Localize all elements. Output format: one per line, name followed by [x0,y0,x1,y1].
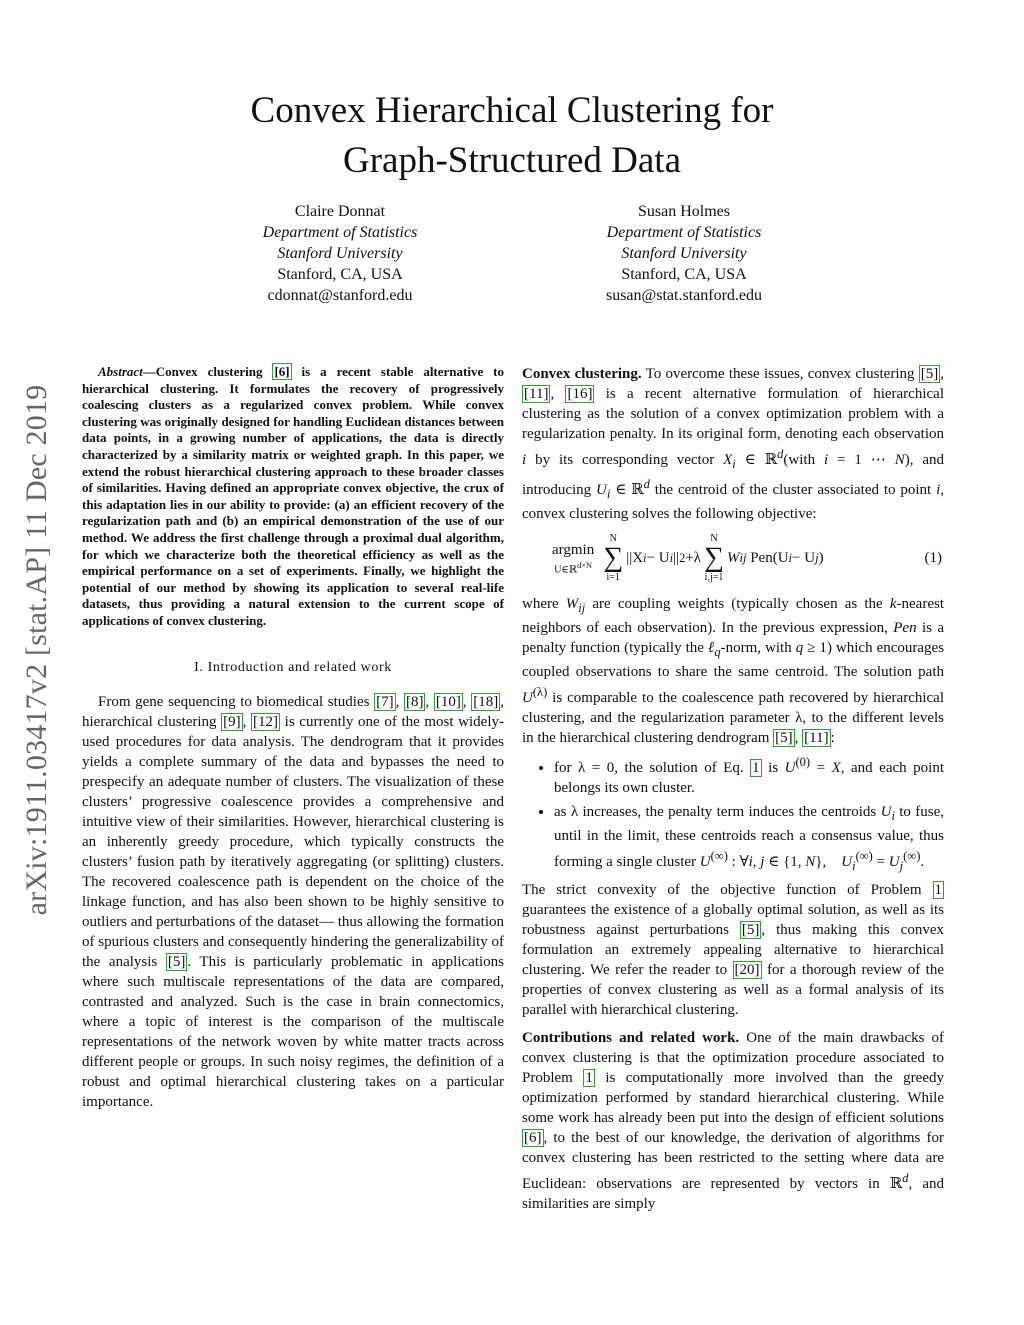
convexity-paragraph: The strict convexity of the objective function of Problem 1 guarantees the existence of a globally optimal solution, as well as its robustness against perturbations [5] , thus making this convex formulation an extremely appealing alternative to hierarchical clustering. We refer the reader to [20] for a thorough review of the properties of convex clustering as well as a formal analysis of its parallel with hierarchical clustering. [522,882,944,1018]
citation-link[interactable]: [20] [734,962,760,978]
abstract: Abstract—Convex clustering [6] is a recent stable alternative to hierarchical clustering. It formulates the recovery of progressively coalescing clusters as a regularized convex problem. While convex clustering was originally designed for handling Euclidean distances between data points, in a growing number of applications, the data is directly characterized by a similarity matrix or weighted graph. In this paper, we extend the robust hierarchical clustering approach to these broader classes of similarities. Having defined an appropriate convex objective, the crux of this adaptation lies in our ability to provide: (a) an efficient recovery of the regularization path and (b) an empirical demonstration of the use of our method. We address the first challenge through a proximal dual algorithm, for which we characterize both the theoretical efficiency as well as the empirical performance on a set of experiments. Finally, we highlight the potential of our method by showing its application to several real-life datasets, thus providing a natural extension to the current scope of applications of convex clustering. [82,364,505,628]
contributions-paragraph: Contributions and related work. One of the main drawbacks of convex clustering is that the optimization procedure associated to Problem 1 is computationally more involved than the greedy optimization performed by standard hierarchical clustering. While some work has already been put into the design of efficient solutions [6] , to the best of our knowledge, the derivation of algorithms for convex clustering has been restricted to the setting where data are Euclidean: observations are represented by vectors in ℝ$^d$, and similarities are simply [522,1030,944,1212]
author-dept: Department of Statistics [262,224,418,241]
weights-paragraph: where $W_{ij}$ are coupling weights (typically chosen as the k-nearest neighbors of each observation). In the previous expression, Pen is a penalty function (typically the ℓ$_q$-norm, with q ≥ 1) which encourages coupled observations to share the same centroid. The solution path $U^{(\lambda)}$ is comparable to the coalescence path recovered by hierarchical clustering, and the regularization parameter λ, to the different levels in the hierarchical clustering dendrogram [5] , [11] : [522,596,945,746]
author-email[interactable]: cdonnat@stanford.edu [267,287,413,304]
citation-link[interactable]: [11] [524,386,549,402]
equation-reference-link[interactable]: 1 [752,760,760,776]
bullet-list [522,752,944,876]
author-name: Claire Donnat [294,203,386,220]
arxiv-identifier: arXiv:1911.03417v2 [stat.AP] 11 Dec 2019 [20,384,53,916]
author-dept: Department of Statistics [606,224,762,241]
left-column [82,364,504,1112]
section-heading: I. Introduction and related work [194,659,392,675]
list-item: • as λ increases, the penalty term induces the centroids $U_i$ to fuse, until in the limit, these centroids reach a consensus value, thus forming a single cluster U(∞) : ∀i, j ∈ {1, N}, $U_i^{(\infty)} = U_j^{(\infty)}$. [554,802,944,876]
problem-reference-link[interactable]: 1 [934,882,942,898]
author-email[interactable]: susan@stat.stanford.edu [605,287,763,304]
citation-link[interactable]: [5] [741,922,760,938]
right-column [522,364,944,1214]
list-item: • for λ = 0, the solution of Eq. 1 is $U^{(0)} = X$, and each point belongs its own cluster. [554,752,944,798]
citation-link[interactable]: [9] [223,713,241,730]
author-location: Stanford, CA, USA [621,266,747,283]
author-univ: Stanford University [277,245,403,262]
equation-body: argmin U∈ℝ$^{d\times N}$ N ∑ i=1 ||X i − U i || 2 +λ N ∑ i,j=1 W ij Pen(U i − U j ) [552,533,824,583]
citation-link[interactable]: [16] [567,386,593,402]
intro-paragraph: From gene sequencing to biomedical studies [7] , [8] , [10] , [18] , hierarchical clustering [9] , [12] is currently one of the most widely-used procedures for data analysis. The dendrogram that it provides yields a complete summary of the data and bypasses the need to prespecify an adequate number of clusters. The visualization of these clusters’ progressive coalescence provides a comprehensive and intuitive view of their similarities. However, hierarchical clustering is an inherently greedy procedure, which typically constructs the clusters’ fusion path by iteratively aggregating (or splitting) clusters. The recovered coalescence path is dependent on the choice of the linkage function, and has also been shown to be highly sensitive to outliers and perturbations of the dataset— thus allowing the formation of spurious clusters and consequently hindering the generalizability of the analysis [5] . This is particularly problematic in applications where such multiscale representations of the data are compared, contrasted and analyzed. Such is the case in brain connectomics, where a topic of interest is the comparison of the multiscale representations of the network woven by white matter tracts across different people or groups. In such noisy regimes, the definition of a robust and optimal hierarchical clustering takes on a particular importance. [82,693,505,1110]
author-block-1 [190,201,490,306]
equation-number: (1) [924,550,942,566]
author-name: Susan Holmes [638,203,730,220]
equation-1 [552,528,944,588]
citation-link[interactable]: [6] [524,1130,542,1146]
author-block-2 [534,201,834,306]
citation-link[interactable]: [7] [376,693,394,710]
citation-link[interactable]: [6] [274,364,290,379]
citation-link[interactable]: [5] [167,953,186,970]
citation-link[interactable]: [5] [920,366,939,382]
citation-link[interactable]: [5] [775,730,793,746]
convex-clustering-paragraph: Convex clustering. To overcome these issues, convex clustering [5] , [11] , [16] is a recent alternative formulation of hierarchical clustering as the solution of a convex optimization problem with a regularization penalty. In its original form, denoting each observation i by its corresponding vector $X_i$ ∈ ℝ$^d$(with i = 1 ⋯ N), and introducing $U_i$ ∈ ℝ$^d$ the centroid of the cluster associated to point i, convex clustering solves the following objective: [522,366,945,522]
citation-link[interactable]: [8] [405,693,424,710]
paper-title: Convex Hierarchical Clustering for Graph-Structured Data [250,90,774,181]
citation-link[interactable]: [18] [473,693,499,710]
citation-link[interactable]: [10] [435,693,461,710]
citation-link[interactable]: [11] [804,730,829,746]
citation-link[interactable]: [12] [253,713,279,730]
problem-reference-link[interactable]: 1 [585,1070,593,1086]
author-location: Stanford, CA, USA [277,266,403,283]
arxiv-sidebar [14,345,60,955]
author-univ: Stanford University [621,245,747,262]
